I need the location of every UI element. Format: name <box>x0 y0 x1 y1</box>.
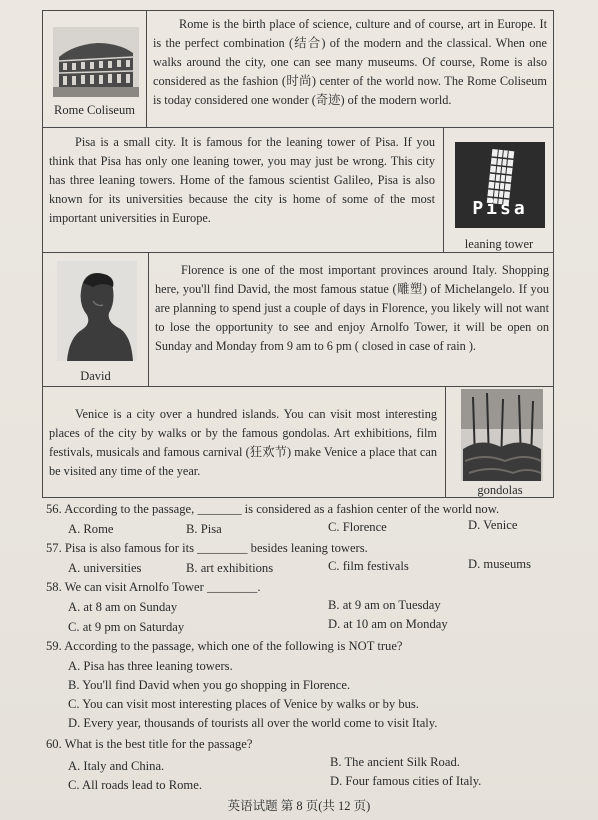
passage-table <box>42 10 554 498</box>
question-56: 56. According to the passage, _______ is considered as a fashion center of the world now. <box>46 502 500 516</box>
gondolas-photo <box>461 389 543 481</box>
q60-option-a: A. Italy and China. <box>68 759 165 773</box>
cell-divider <box>445 387 446 497</box>
cell-divider <box>443 128 444 252</box>
passage-row-florence <box>43 253 553 387</box>
passage-rome: Rome is the birth place of science, culture and of course, art in Europe. It is the perfect combination (结合) of the modern and the classical. When one walks around the city, one can see many museums. Of course, Rome is also considered as the fashion (时尚) center of the world now. The Rome Coliseum is today considered one wonder (奇迹) of the modern world. <box>153 17 547 107</box>
david-statue-photo <box>57 261 137 361</box>
q58-option-c: C. at 9 pm on Saturday <box>68 620 185 634</box>
q60-option-b: B. The ancient Silk Road. <box>330 755 460 769</box>
passage-pisa: Pisa is a small city. It is famous for the leaning tower of Pisa. If you think that Pisa has only one leaning tower, you may just be wrong. This city has three leaning towers. Home of the famous scientist Galileo, Pisa is also known for its universities because the city is home of some of the most important universities in Europe. <box>49 135 435 225</box>
cell-divider <box>146 11 147 127</box>
caption-rome: Rome Coliseum <box>54 103 135 117</box>
q56-option-b: B. Pisa <box>186 522 222 536</box>
q56-option-c: C. Florence <box>328 520 387 534</box>
q59-option-a: A. Pisa has three leaning towers. <box>68 659 233 673</box>
passage-row-venice <box>43 387 553 497</box>
question-60: 60. What is the best title for the passage? <box>46 737 253 751</box>
q58-option-a: A. at 8 am on Sunday <box>68 600 178 614</box>
question-58: 58. We can visit Arnolfo Tower ________. <box>46 580 261 594</box>
q59-option-b: B. You'll find David when you go shopping in Florence. <box>68 678 351 692</box>
pisa-photo-label: Pisa <box>472 198 528 219</box>
q57-option-d: D. museums <box>468 557 531 571</box>
q57-option-b: B. art exhibitions <box>186 561 274 575</box>
question-59: 59. According to the passage, which one of the following is NOT true? <box>46 639 403 653</box>
q59-option-d: D. Every year, thousands of tourists all over the world come to visit Italy. <box>68 716 438 730</box>
q56-option-d: D. Venice <box>468 518 518 532</box>
question-57: 57. Pisa is also famous for its ________ besides leaning towers. <box>46 541 368 555</box>
caption-venice: gondolas <box>477 483 523 497</box>
coliseum-photo <box>53 27 139 97</box>
q58-option-d: D. at 10 am on Monday <box>328 617 448 631</box>
pisa-tower-photo <box>455 142 545 228</box>
q58-option-b: B. at 9 am on Tuesday <box>328 598 441 612</box>
caption-pisa: leaning tower <box>464 237 534 251</box>
page-footer: 英语试题 第 8 页(共 12 页) <box>227 799 371 813</box>
q57-option-a: A. universities <box>68 561 142 575</box>
q60-option-d: D. Four famous cities of Italy. <box>330 774 482 788</box>
passage-venice: Venice is a city over a hundred islands. You can visit most interesting places of the city by walks or by the famous gondolas. Art exhibitions, film festivals, musicals and famous carnival (狂欢节) make Venice a place that can be visited any time of the year. <box>49 407 437 478</box>
cell-divider <box>148 253 149 386</box>
q56-option-a: A. Rome <box>68 522 114 536</box>
caption-david: David <box>80 369 111 383</box>
q59-option-c: C. You can visit most interesting places of Venice by walks or by bus. <box>68 697 419 711</box>
passage-row-pisa <box>43 128 553 253</box>
q57-option-c: C. film festivals <box>328 559 409 573</box>
passage-florence: Florence is one of the most important provinces around Italy. Shopping here, you'll find David, the most famous statue (雕塑) of Michelangelo. If you are planning to spend just a couple of days in Florence, you likely will not want to lose the opportunity to see and enjoy Arnolfo Tower, it will be open on Sunday and Monday from 9 am to 6 pm ( closed in case of rain ). <box>155 263 549 353</box>
q60-option-c: C. All roads lead to Rome. <box>68 778 202 792</box>
passage-row-rome <box>43 11 553 128</box>
